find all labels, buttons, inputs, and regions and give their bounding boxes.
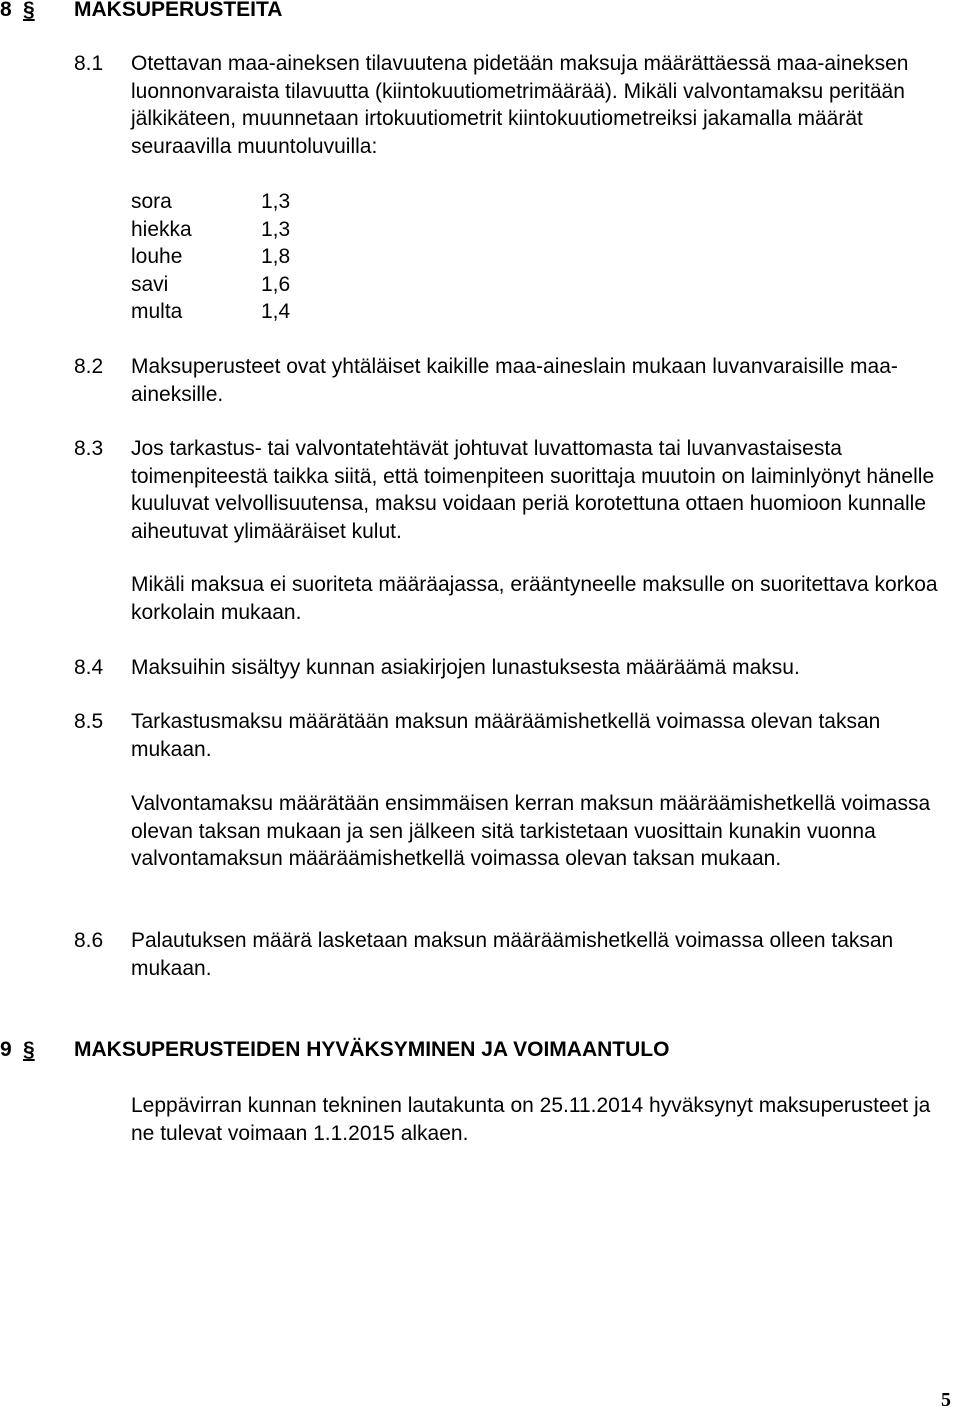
item-extra-8-3: Mikäli maksua ei suoriteta määräajassa, erääntyneelle maksulle on suoritettava korkoa korkolain mukaan. [131, 573, 938, 624]
section-symbol: § [23, 1038, 35, 1061]
conversion-row [131, 188, 291, 216]
item-number-8-6: 8.6 [74, 929, 104, 952]
conversion-row [131, 271, 291, 299]
section-number: 9 [0, 1038, 12, 1061]
section-title: MAKSUPERUSTEIDEN HYVÄKSYMINEN JA VOIMAANTULO [74, 1038, 670, 1061]
conversion-factor: 1,4 [261, 300, 291, 323]
item-text-8-6: Palautuksen määrä lasketaan maksun määräämishetkellä voimassa olleen taksan mukaan. [131, 929, 894, 980]
conversion-row [131, 216, 291, 244]
section-symbol: § [23, 0, 35, 21]
conversion-factor: 1,3 [261, 217, 291, 241]
material-name: hiekka [131, 217, 192, 241]
item-number-8-2: 8.2 [74, 355, 104, 378]
conversion-factor: 1,8 [261, 245, 291, 268]
section-title: MAKSUPERUSTEITA [74, 0, 283, 21]
item-extra-8-5: Valvontamaksu määrätään ensimmäisen kerran maksun määräämishetkellä voimassa olevan taksan mukaan ja sen jälkeen sitä tarkistetaan vuosittain kunakin vuonna valvontamaksun määräämishetkellä voimassa olevan taksan mukaan. [131, 792, 931, 870]
material-name: louhe [131, 245, 183, 268]
material-name: sora [131, 190, 172, 213]
section-number: 8 [0, 0, 12, 21]
conversion-row [131, 243, 291, 271]
approval-text: Leppävirran kunnan tekninen lautakunta on 25.11.2014 hyväksynyt maksuperusteet ja ne tulevat voimaan 1.1.2015 alkaen. [131, 1094, 931, 1145]
material-name: savi [131, 272, 169, 296]
material-name: multa [131, 300, 183, 323]
item-text-8-4: Maksuihin sisältyy kunnan asiakirjojen lunastuksesta määräämä maksu. [131, 656, 800, 679]
conversion-row [131, 298, 291, 326]
item-number-8-5: 8.5 [74, 710, 104, 733]
item-text-8-3: Jos tarkastus- tai valvontatehtävät johtuvat luvattomasta tai luvanvastaisesta toimenpiteestä taikka siitä, että toimenpiteen suorittaja muutoin on laiminlyönyt hänelle kuuluvat velvollisuutensa, maksu voidaan periä korotettuna ottaen huomioon kunnalle aiheutuvat ylimääräiset kulut. [131, 437, 935, 543]
conversion-factor: 1,6 [261, 272, 291, 296]
item-text-8-1: Otettavan maa-aineksen tilavuutena pidetään maksuja määrättäessä maa-aineksen luonnonvaraista tilavuutta (kiintokuutiometrimäärää). Mikäli valvontamaksu peritään jälkikäteen, muunnetaan irtokuutiometrit kiintokuutiometreiksi jakamalla määrät seuraavilla muuntoluvuilla: [131, 52, 909, 158]
item-number-8-4: 8.4 [74, 656, 104, 679]
page-number: 5 [941, 1389, 951, 1411]
item-number-8-3: 8.3 [74, 437, 104, 460]
item-number-8-1: 8.1 [74, 52, 104, 75]
item-text-8-2: Maksuperusteet ovat yhtäläiset kaikille maa-aineslain mukaan luvanvaraisille maa-aineksille. [131, 355, 898, 406]
conversion-factor: 1,3 [261, 190, 291, 213]
item-text-8-5: Tarkastusmaksu määrätään maksun määräämishetkellä voimassa olevan taksan mukaan. [131, 710, 881, 761]
